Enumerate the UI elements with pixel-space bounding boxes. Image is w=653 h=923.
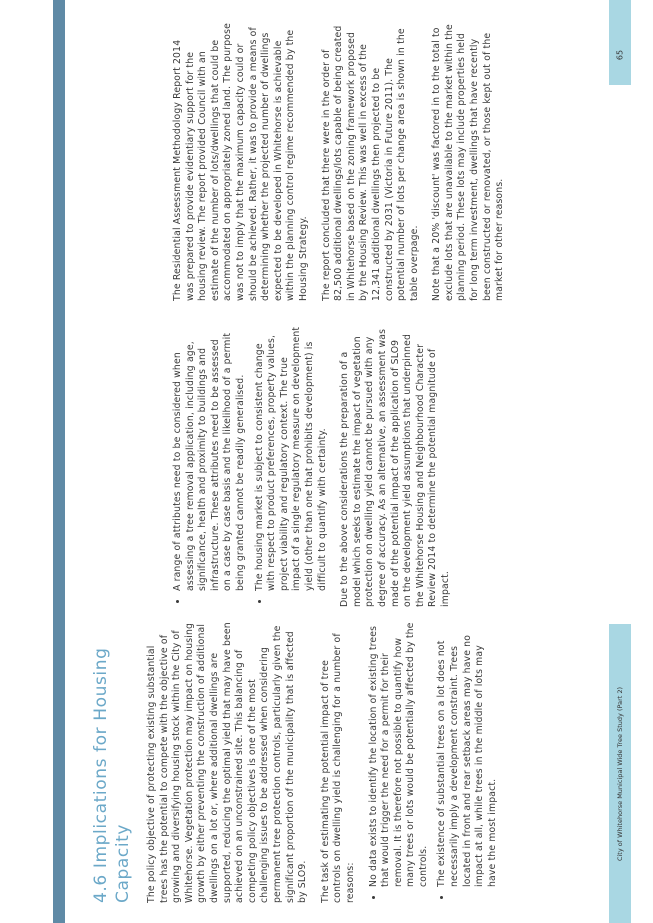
page-number xyxy=(612,40,628,70)
bullet-list xyxy=(368,621,500,903)
paragraph: The policy objective of protecting existing substantial trees has the potential to compete with the objective of growing and diversifying housing stock within the City of Whitehorse. Vegetation protection may impact on housing growth by either preventing the construction of additional dwellings on a lot or, where additional dwellings are supported, reducing the optimal yield that may have been achieved on an unconstrained site. This balancing of competing policy objectives is one of the most challenging issues to be addressed when considering permanent tree protection controls, particularly given the significant proportion of the municipality that is affected by SLO9. xyxy=(146,622,309,903)
paragraph: The task of estimating the potential impact of tree controls on dwelling yield is challenging for a number of reasons: xyxy=(319,633,356,903)
column-2 xyxy=(172,325,462,607)
list-item: • A range of attributes need to be considered when assessing a tree removal application, including age, significance, health and proximity to buildings and infrastructure. These attributes need to be assessed on a case by case basis and the likelihood of a permit being granted cannot be readily generalised. xyxy=(172,325,248,591)
column-1 xyxy=(90,621,509,903)
left-accent-stripe xyxy=(53,0,65,923)
paragraph: Due to the above considerations the preparation of a model which seeks to estimate the impact of vegetation protection on dwelling yield cannot be pursued with any degree of accuracy. As an alternative, an assessment was made of the potential impact of the application of SLO9 on the development yield assumptions that underpinned the Whitehorse Housing and Neighbourhood Character Review 2014 to determine the potential magnitude of impact. xyxy=(339,328,451,607)
bullet-list xyxy=(172,325,329,607)
column-3 xyxy=(172,23,517,301)
list-item: • No data exists to identify the location of existing trees that would trigger the need for a permit for their removal. It is therefore not possible to quantify how many trees or lots would be potentially affected by the controls. xyxy=(368,621,431,887)
page-content xyxy=(90,23,600,903)
page-number-text: 65 xyxy=(615,49,625,61)
right-stripe-gap xyxy=(609,85,631,624)
footer xyxy=(609,624,631,923)
list-item: • The housing market is subject to consistent change with respect to product preferences, property values, project viability and regulatory context. The true impact of a single regulatory measure on development yield (other than one that prohibits development) is difficult to quantify with certainty. xyxy=(254,325,330,591)
footer-text: City of Whitehorse Municipal Wide Tree Study (Part 2) xyxy=(616,686,624,861)
paragraph: The report concluded that there were in the order of 82,500 additional dwellings/lots capable of being created in Whitehorse based on the zoning framework proposed by the Housing Review. This was well in excess of the 12,341 additional dwellings then projected to be constructed by 2031 (Victoria in Future 2011). The potential number of lots per change area is shown in the table overpage. xyxy=(320,25,420,301)
paragraph: The Residential Assessment Methodology Report 2014 was prepared to provide evidentiary support for the housing review. The report provided Council with an estimate of the number of lots/dwellings that could be accommodated on appropriately zoned land. The purpose was not to imply that the maximum capacity could or should be achieved. Rather, it was to provide a means of determining whether the projected number of dwellings expected to be developed in Whitehorse is achievable within the planning control regime recommended by the Housing Strategy. xyxy=(172,23,309,301)
paragraph: Note that a 20% 'discount' was factored in to the total to exclude lots that are unavailable to the market within the planning period. These lots may include properties held for long term investment, dwellings that have recently been constructed or renovated, or those kept out of the market for other reasons. xyxy=(431,24,506,301)
list-item: • The existence of substantial trees on a lot does not necessarily imply a development constraint. Trees located in front and rear setback areas may have no impact at all, while trees in the middle of lots may have the most impact. xyxy=(436,621,499,887)
section-title: 4.6 Implications for Housing Capacity xyxy=(91,647,133,903)
